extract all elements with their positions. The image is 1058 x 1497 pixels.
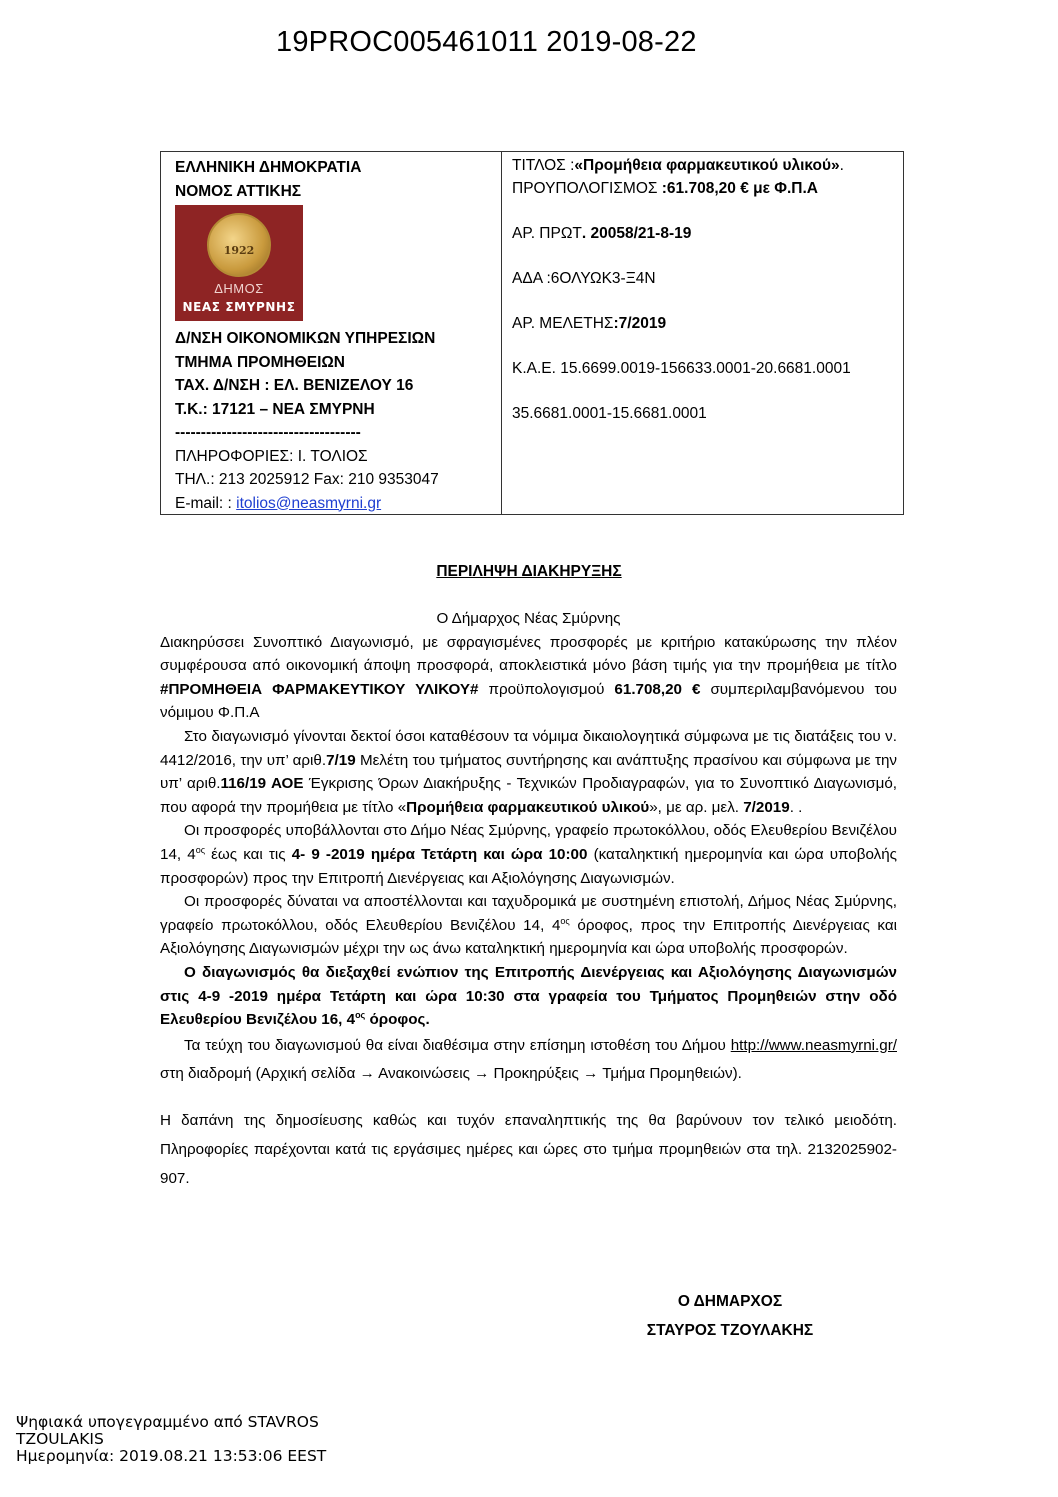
budget-line: ΠΡΟΥΠΟΛΟΓΙΣΜΟΣ :61.708,20 € με Φ.Π.Α: [512, 180, 818, 197]
issuer-line: Ο Δήμαρχος Νέας Σμύρνης: [436, 610, 621, 627]
signatory-role: Ο ΔΗΜΑΡΧΟΣ: [677, 1293, 783, 1310]
department-line: Δ/ΝΣΗ ΟΙΚΟΝΟΜΙΚΩΝ ΥΠΗΡΕΣΙΩΝ: [175, 330, 436, 347]
prefecture-line: ΝΟΜΟΣ ΑΤΤΙΚΗΣ: [175, 182, 302, 200]
digital-signature-line-1: Ψηφιακά υπογεγραμμένο από STAVROS: [16, 1413, 319, 1431]
section-line: ΤΜΗΜΑ ΠΡΟΜΗΘΕΙΩΝ: [175, 353, 346, 371]
info-contact-line: ΠΛΗΡΟΦΟΡΙΕΣ: Ι. ΤΟΛΙΟΣ: [175, 447, 368, 465]
announcement-body: [160, 607, 897, 1193]
title-line: ΤΙΤΛΟΣ :«Προμήθεια φαρμακευτικού υλικού».: [512, 157, 844, 174]
signatory-name: ΣΤΑΥΡΟΣ ΤΖΟΥΛΑΚΗΣ: [646, 1322, 814, 1339]
address-line: ΤΑΧ. Δ/ΝΣΗ : ΕΛ. ΒΕΝΙΖΕΛΟΥ 16: [175, 377, 414, 394]
digital-signature-block: [16, 1414, 326, 1465]
header-table: [160, 151, 904, 515]
logo-text-bottom: ΝΕΑΣ ΣΜΥΡΝΗΣ: [182, 300, 296, 314]
study-number-line: ΑΡ. ΜΕΛΕΤΗΣ:7/2019: [512, 315, 667, 332]
paragraph-3: Οι προσφορές υποβάλλονται στο Δήμο Νέας Σμύρνης, γραφείο πρωτοκόλλου, οδός Ελευθερίου Βενιζέλου 14, $4^{o\varsigma}$ έως και τις 4- 9 -2019 ημέρα Τετάρτη και ώρα 10:00 (καταληκτική ημερομηνία και ώρα υποβολής προσφορών) προς την Επιτροπή Διενέργειας και Αξιολόγησης Διαγωνισμών.: [160, 822, 897, 887]
protocol-number-line: ΑΡ. ΠΡΩΤ. 20058/21-8-19: [512, 225, 692, 242]
separator-line: ------------------------------------: [175, 424, 361, 441]
paragraph-4: Οι προσφορές δύναται να αποστέλλονται και ταχυδρομικά με συστημένη επιστολή, Δήμος Νέας Σμύρνης, γραφείο πρωτοκόλλου, οδός Ελευθερίου Βενιζέλου 14, $4^{o\varsigma}$ όροφος, προς την Επιτροπής Διενέργειας και Αξιολόγησης Διαγωνισμών μέχρι την ως άνω καταληκτική ημερομηνία και ώρα υποβολής προσφορών.: [160, 893, 897, 958]
kae-line-2: 35.6681.0001-15.6681.0001: [512, 405, 707, 422]
digital-signature-date: Ημερομηνία: 2019.08.21 13:53:06 EEST: [16, 1447, 327, 1465]
email-line: E-mail: : itolios@neasmyrni.gr: [175, 494, 382, 512]
email-link[interactable]: itolios@neasmyrni.gr: [236, 494, 382, 512]
paragraph-1: Διακηρύσσει Συνοπτικό Διαγωνισμό, με σφραγισμένες προσφορές με κριτήριο κατακύρωσης την πλέον συμφέρουσα από οικονομική άποψη προσφορά, αποκλειστικά μόνο βάση τιμής για την προμήθεια με τίτλο #ΠΡΟΜΗΘΕΙΑ ΦΑΡΜΑΚΕΥΤΙΚΟΥ ΥΛΙΚΟΥ# προϋπολογισμού 61.708,20 € συμπεριλαμβανόμενου του νόμιμου Φ.Π.Α: [160, 633, 897, 722]
logo-text-top: ΔΗΜΟΣ: [214, 281, 264, 296]
paragraph-7: Η δαπάνη της δημοσίευσης καθώς και τυχόν επαναληπτικής της θα βαρύνουν τον τελικό μειοδότη. Πληροφορίες παρέχονται κατά τις εργάσιμες ημέρες και ώρες στο τμήμα προμηθειών στα τηλ. 2132025902-907.: [160, 1111, 897, 1187]
kae-line-1: Κ.Α.Ε. 15.6699.0019-156633.0001-20.6681.0001: [512, 360, 851, 377]
postcode-line: Τ.Κ.: 17121 – ΝΕΑ ΣΜΥΡΝΗ: [175, 400, 375, 418]
document-reference-stamp: 19PROC005461011 2019-08-22: [276, 26, 697, 58]
issuer-cell: [161, 152, 502, 514]
coin-emblem-icon: 1922: [207, 213, 271, 277]
digital-signature-line-2: TZOULAKIS: [16, 1430, 104, 1448]
tender-info-cell: [502, 152, 903, 514]
document-heading: ΠΕΡΙΛΗΨΗ ΔΙΑΚΗΡΥΞΗΣ: [436, 563, 622, 580]
municipality-logo: [175, 205, 303, 321]
paragraph-6: Τα τεύχη του διαγωνισμού θα είναι διαθέσιμα στην επίσημη ιστοθέση του Δήμου http://www.neasmyrni.gr/ στη διαδρομή (Αρχική σελίδα → Ανακοινώσεις → Προκηρύξεις → Τμήμα Προμηθειών).: [160, 1036, 897, 1082]
country-line: ΕΛΛΗΝΙΚΗ ΔΗΜΟΚΡΑΤΙΑ: [175, 159, 362, 176]
phone-fax-line: ΤΗΛ.: 213 2025912 Fax: 210 9353047: [175, 471, 439, 488]
ada-line: ΑΔΑ :6ΟΛΥΩΚ3-Ξ4Ν: [512, 270, 656, 287]
website-link[interactable]: http://www.neasmyrni.gr/: [730, 1036, 897, 1054]
paragraph-2: Στο διαγωνισμό γίνονται δεκτοί όσοι καταθέσουν τα νόμιμα δικαιολογητικά σύμφωνα με τις διατάξεις του ν. 4412/2016, την υπ’ αριθ.7/19 Μελέτη του τμήματος συντήρησης και ανάπτυξης πρασίνου και σύμφωνα με την υπ’ αριθ.116/19 ΑΟΕ Έγκρισης Όρων Διακήρυξης - Τεχνικών Προδιαγραφών, για το Συνοπτικό Διαγωνισμό, που αφορά την προμήθεια με τίτλο «Προμήθεια φαρμακευτικού υλικού», με αρ. μελ. 7/2019. .: [160, 727, 898, 816]
paragraph-5: Ο διαγωνισμός θα διεξαχθεί ενώπιον της Επιτροπής Διενέργειας και Αξιολόγησης Διαγωνισμών στις 4-9 -2019 ημέρα Τετάρτη και ώρα 10:30 στα γραφεία του Τμήματος Προμηθειών στην οδό Ελευθερίου Βενιζέλου 16, $4^{o\varsigma}$ όροφος.: [160, 963, 897, 1029]
